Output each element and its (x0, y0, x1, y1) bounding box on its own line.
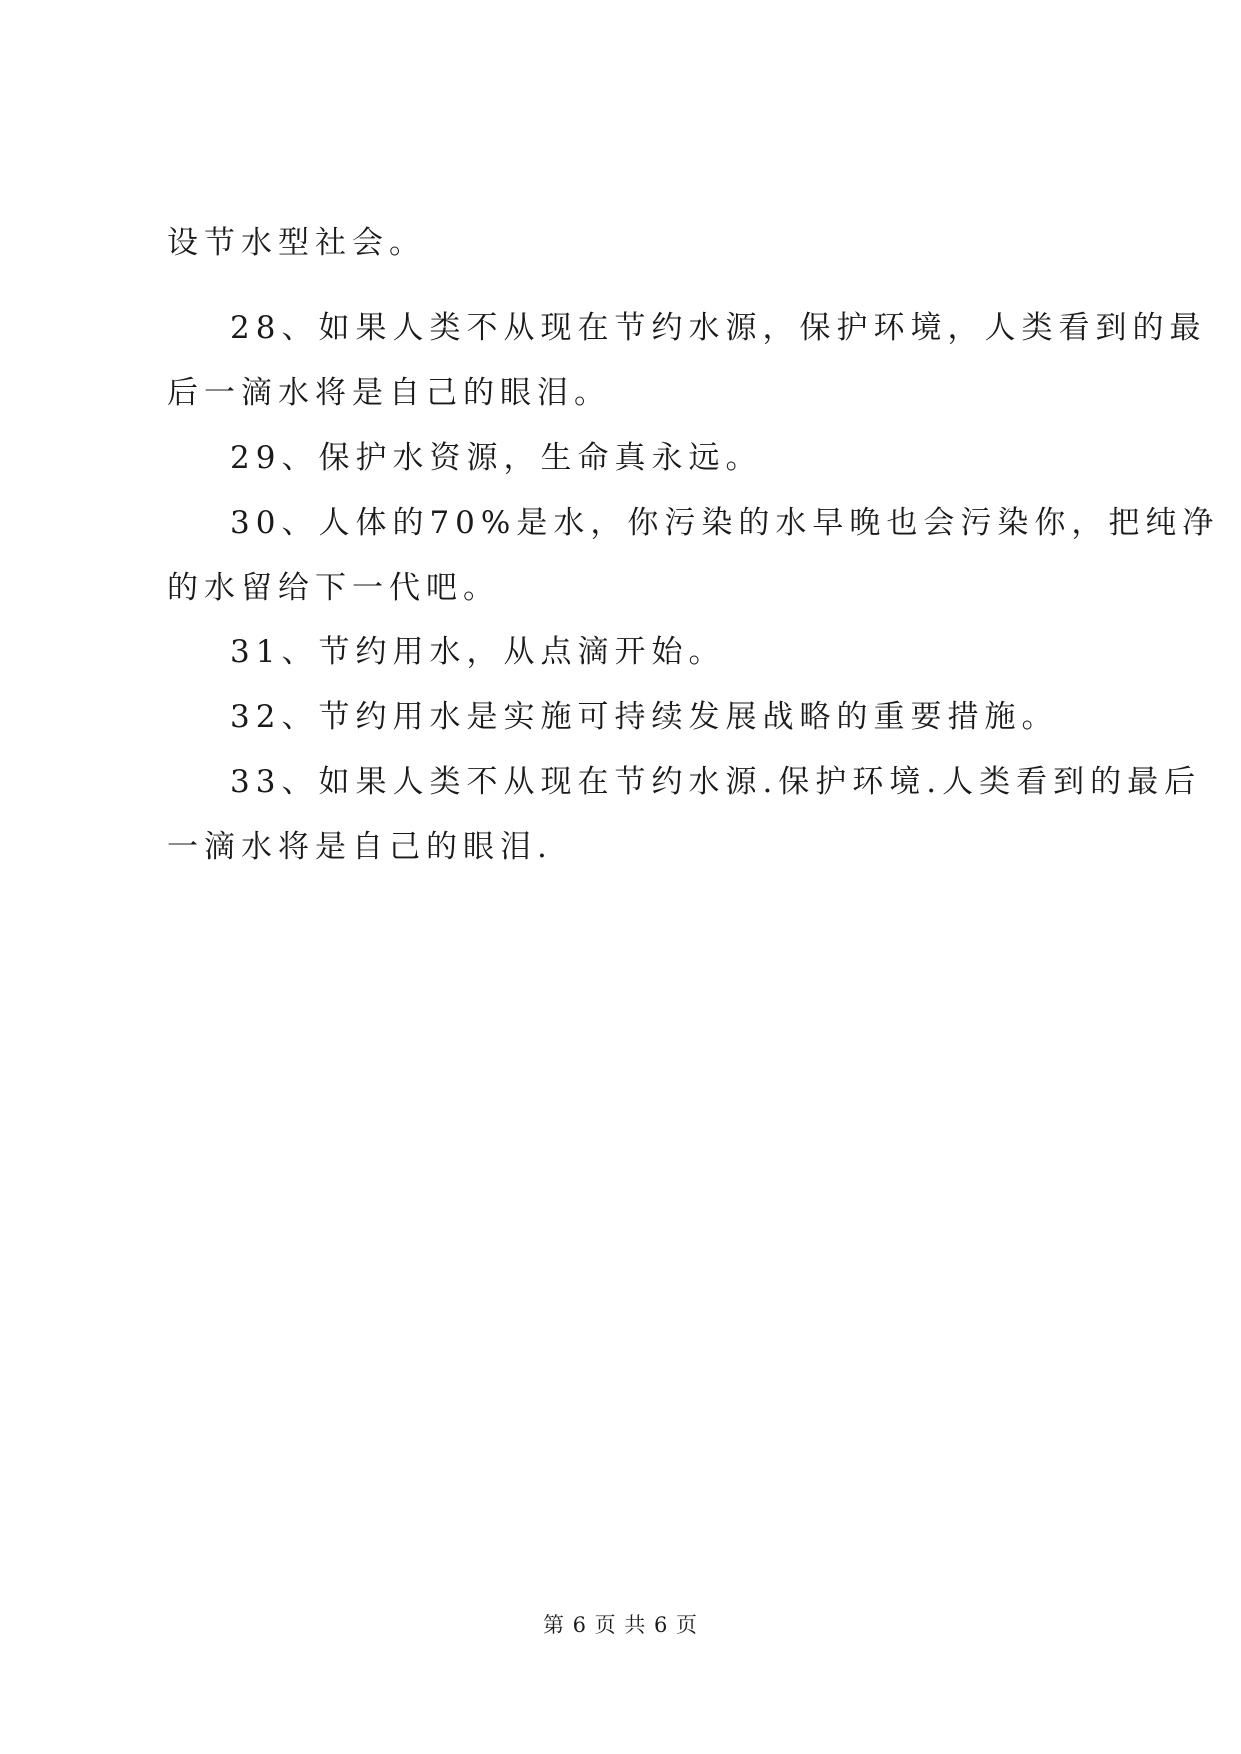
text-line: 设节水型社会。 (167, 225, 426, 261)
text-line: 的水留给下一代吧。 (167, 570, 500, 606)
text-line: 28、如果人类不从现在节约水源，保护环境，人类看到的最 (230, 310, 1207, 346)
text-line: 32、节约用水是实施可持续发展战略的重要措施。 (230, 699, 1059, 735)
text-line: 后一滴水将是自己的眼泪。 (167, 375, 611, 411)
page-number-footer: 第 6 页 共 6 页 (542, 1613, 699, 1637)
text-line: 33、如果人类不从现在节约水源.保护环境.人类看到的最后 (230, 764, 1202, 800)
text-line: 一滴水将是自己的眼泪. (167, 829, 553, 865)
text-line: 29、保护水资源，生命真永远。 (230, 440, 763, 476)
text-line: 30、人体的70%是水，你污染的水早晚也会污染你，把纯净 (230, 505, 1220, 541)
text-line: 31、节约用水，从点滴开始。 (230, 634, 726, 670)
